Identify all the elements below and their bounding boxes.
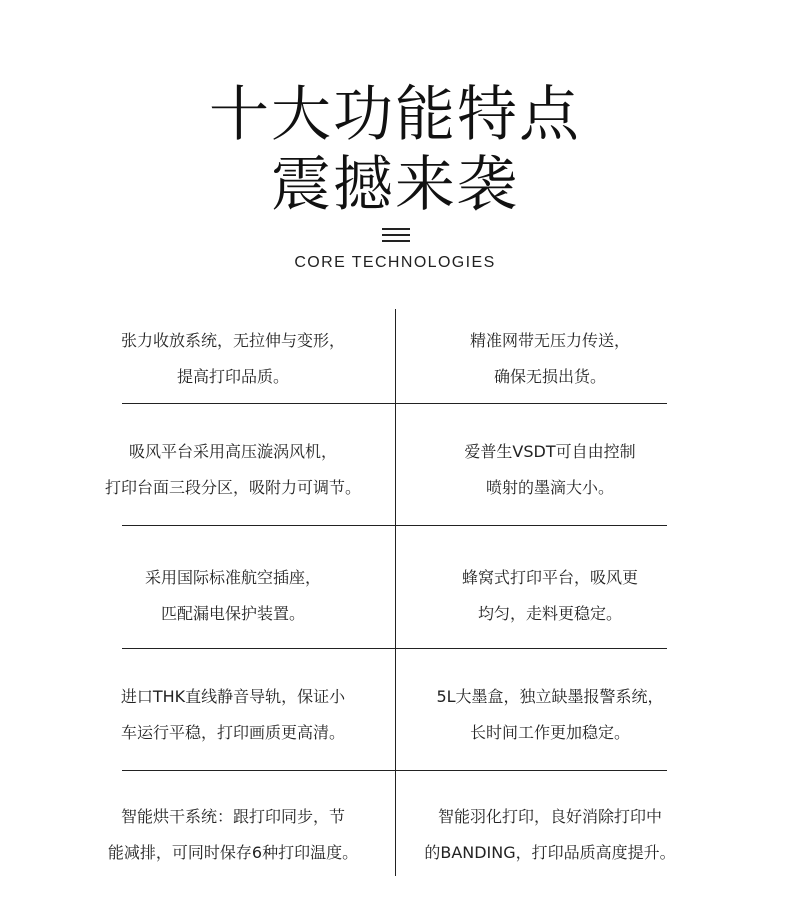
feature-text-line: 智能烘干系统：跟打印同步，节 bbox=[120, 807, 345, 826]
feature-text-line: 匹配漏电保护装置。 bbox=[160, 604, 305, 623]
feature-text-line: 长时间工作更加稳定。 bbox=[469, 723, 630, 742]
feature-text-line: 精准网带无压力传送， bbox=[469, 331, 630, 350]
row-divider bbox=[122, 525, 667, 526]
feature-cell-left bbox=[83, 679, 383, 751]
feature-cell-left bbox=[83, 323, 383, 395]
feature-text-line: 提高打印品质。 bbox=[176, 367, 289, 386]
feature-cell-left bbox=[83, 560, 383, 632]
feature-text-line: 智能羽化打印，良好消除打印中 bbox=[437, 807, 662, 826]
feature-cell-right bbox=[400, 323, 700, 395]
feature-cell-right bbox=[400, 799, 700, 871]
feature-text-line: 车运行平稳，打印画质更高清。 bbox=[120, 723, 345, 742]
feature-cell-right bbox=[400, 434, 700, 506]
feature-cell-right bbox=[400, 560, 700, 632]
feature-text-line: 打印台面三段分区，吸附力可调节。 bbox=[104, 478, 361, 497]
feature-text-line: 采用国际标准航空插座， bbox=[144, 568, 321, 587]
feature-text-line: 张力收放系统，无拉伸与变形， bbox=[120, 331, 345, 350]
page-title-line2: 震撼来袭 bbox=[271, 150, 519, 220]
feature-text-line: 进口THK直线静音导轨，保证小 bbox=[120, 687, 346, 706]
feature-text-line: 确保无损出货。 bbox=[493, 367, 606, 386]
column-divider bbox=[395, 309, 396, 876]
feature-cell-right bbox=[400, 679, 700, 751]
feature-text-line: 的BANDING，打印品质高度提升。 bbox=[424, 843, 676, 862]
feature-text-line: 爱普生VSDT可自由控制 bbox=[464, 442, 636, 461]
hamburger-menu-icon bbox=[382, 228, 410, 244]
page-title-line1: 十大功能特点 bbox=[209, 80, 581, 150]
feature-text-line: 能减排，可同时保存6种打印温度。 bbox=[107, 843, 359, 862]
feature-cell-left bbox=[83, 799, 383, 871]
row-divider bbox=[122, 648, 667, 649]
feature-text-line: 喷射的墨滴大小。 bbox=[485, 478, 614, 497]
feature-text-line: 均匀，走料更稳定。 bbox=[477, 604, 622, 623]
feature-text-line: 蜂窝式打印平台，吸风更 bbox=[461, 568, 638, 587]
section-subtitle: CORE TECHNOLOGIES bbox=[294, 254, 496, 271]
feature-text-line: 5L大墨盒，独立缺墨报警系统， bbox=[436, 687, 664, 706]
feature-cell-left bbox=[83, 434, 383, 506]
feature-text-line: 吸风平台采用高压漩涡风机， bbox=[128, 442, 337, 461]
row-divider bbox=[122, 403, 667, 404]
row-divider bbox=[122, 770, 667, 771]
